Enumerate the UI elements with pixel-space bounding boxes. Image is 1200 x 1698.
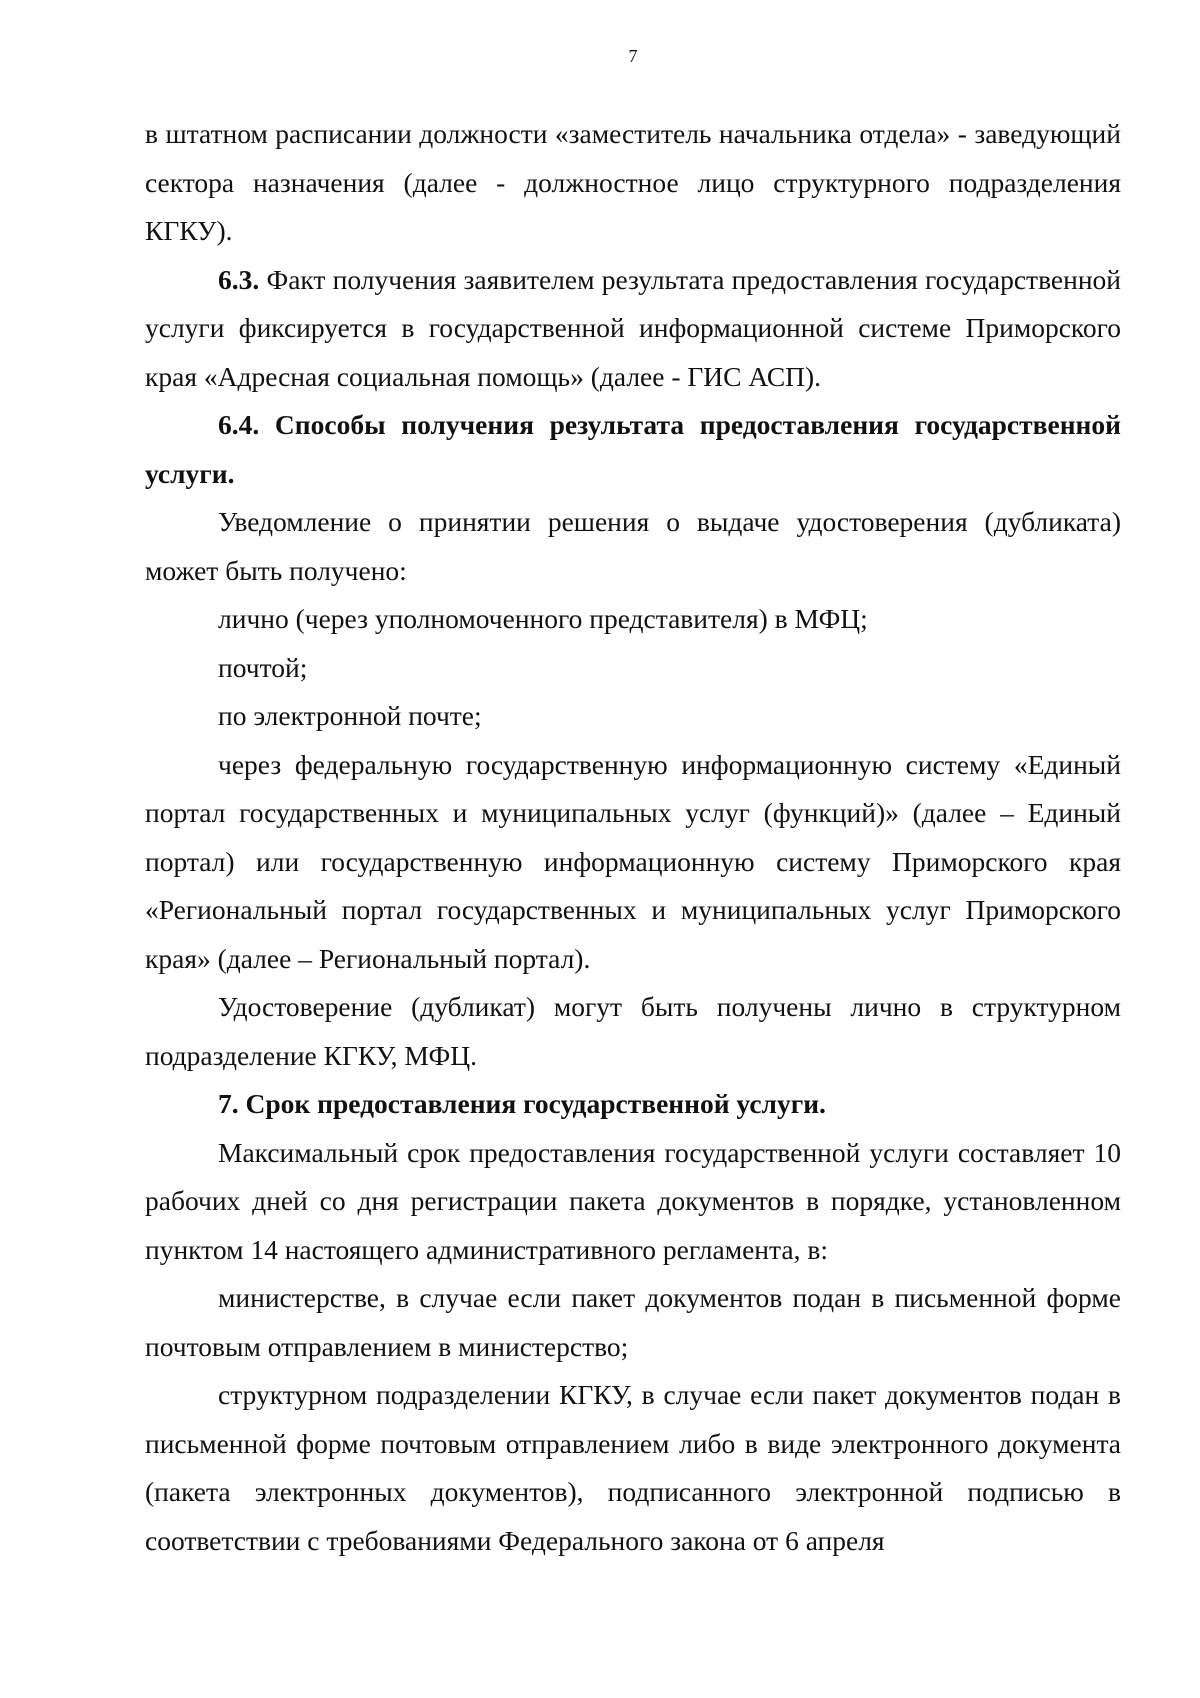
- heading-7: 7. Срок предоставления государственной услуги.: [218, 1088, 826, 1119]
- list-item-post: почтой;: [218, 651, 308, 683]
- document-body: [145, 110, 1121, 1565]
- list-item-portal: через федеральную государственную информационную систему «Единый портал государственных и муниципальных услуг (функций)» (далее – Единый портал) или государственную информационную систему Приморского края «Региональный портал государственных и муниципальных услуг Приморского края» (далее – Региональный портал).: [145, 748, 1121, 974]
- paragraph-6-3: [145, 256, 1121, 402]
- paragraph-6-3-text: Факт получения заявителем результата предоставления государственной услуги фиксируется в государственной информационной системе Приморского края «Адресная социальная помощь» (далее - ГИС АСП).: [145, 263, 1121, 392]
- heading-6-4: 6.4. Способы получения результата предоставления государственной услуги.: [145, 409, 1121, 489]
- paragraph-notification: Уведомление о принятии решения о выдаче удостоверения (дубликата) может быть получено:: [145, 506, 1121, 586]
- paragraph-certificate: Удостоверение (дубликат) могут быть получены лично в структурном подразделение КГКУ, МФЦ.: [145, 991, 1121, 1071]
- page-number: 7: [628, 46, 638, 66]
- paragraph-max-term: Максимальный срок предоставления государственной услуги составляет 10 рабочих дней со дня регистрации пакета документов в порядке, установленном пунктом 14 настоящего административного регламента, в:: [145, 1136, 1121, 1265]
- list-item-in-person: лично (через уполномоченного представителя) в МФЦ;: [218, 603, 868, 634]
- list-item-ministry: министерстве, в случае если пакет документов подан в письменной форме почтовым отправлением в министерство;: [145, 1282, 1121, 1362]
- list-item-structural-unit: структурном подразделении КГКУ, в случае если пакет документов подан в письменной форме почтовым отправлением либо в виде электронного документа (пакета электронных документов), подписанного электронной подписью в соответствии с требованиями Федерального закона от 6 апреля: [145, 1379, 1121, 1556]
- section-number-6-3: 6.3.: [218, 263, 260, 295]
- list-item-email: по электронной почте;: [218, 700, 482, 731]
- paragraph-continuation: в штатном расписании должности «заместитель начальника отдела» - заведующий сектора назначения (далее - должностное лицо структурного подразделения КГКУ).: [145, 118, 1121, 246]
